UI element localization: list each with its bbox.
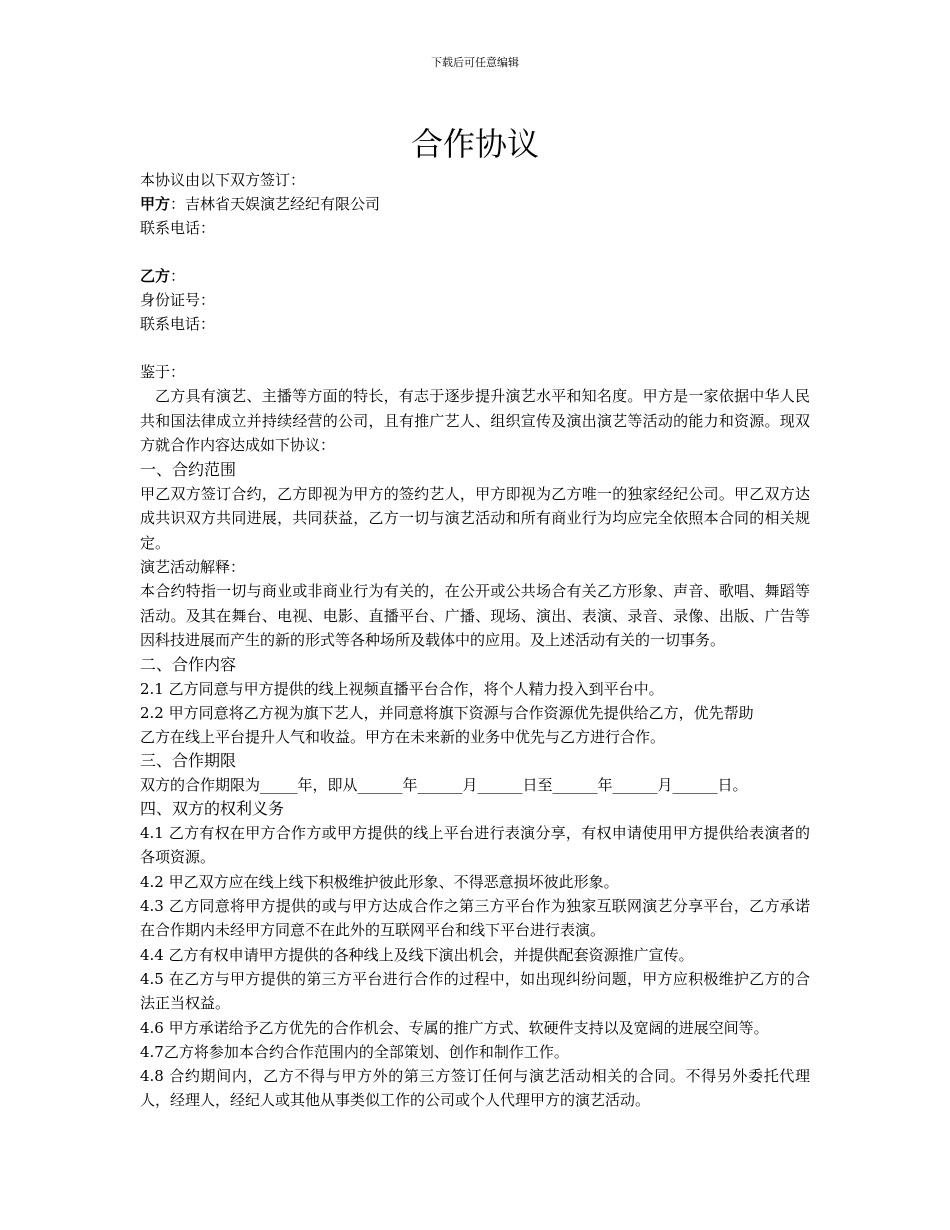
section-4-item-7: 4.7乙方将参加本合约合作范围内的全部策划、创作和制作工作。: [140, 1042, 569, 1061]
party-a-name: 吉林省天娱演艺经纪有限公司: [185, 195, 381, 213]
party-b-colon: ：: [170, 267, 186, 285]
whereas-paragraph: 乙方具有演艺、主播等方面的特长，有志于逐步提升演艺水平和知名度。甲方是一家依据中华人民共和国法律成立并持续经营的公司，且有推广艺人、组织宣传及演出演艺等活动的能力和资源。现双方就合作内容达成如下协议：: [140, 387, 810, 454]
party-b-label: 乙方: [140, 267, 171, 285]
section-4-item-2: 4.2 甲乙双方应在线上线下积极维护彼此形象、不得恶意损坏彼此形象。: [140, 872, 619, 891]
document-body: [140, 168, 810, 1113]
intro-line: 本协议由以下双方签订：: [140, 171, 306, 189]
section-2-item-2-line-2: 乙方在线上平台提升人气和收益。甲方在未来新的业务中优先与乙方进行合作。: [140, 727, 666, 746]
spacer: [140, 240, 810, 264]
party-b-id-number: 身份证号：: [140, 291, 216, 309]
section-4-item-5: 4.5 在乙方与甲方提供的第三方平台进行合作的过程中，如出现纠纷问题，甲方应积极维护乙方的合法正当权益。: [140, 969, 810, 1012]
section-4-item-8: 4.8 合约期间内，乙方不得与甲方外的第三方签订任何与演艺活动相关的合同。不得另外委托代理人，经理人，经纪人或其他从事类似工作的公司或个人代理甲方的演艺活动。: [140, 1066, 810, 1109]
party-a-label: 甲方: [140, 195, 171, 213]
section-1-paragraph: 甲乙双方签订合约，乙方即视为甲方的签约艺人，甲方即视为乙方唯一的独家经纪公司。甲乙双方达成共识双方共同进展，共同获益，乙方一切与演艺活动和所有商业行为均应完全依照本合同的相关规定。: [140, 484, 810, 552]
party-b-line: [140, 264, 810, 288]
section-4-item-4: 4.4 乙方有权申请甲方提供的各种线上及线下演出机会，并提供配套资源推广宣传。: [140, 945, 694, 964]
section-4-item-1: 4.1 乙方有权在甲方合作方或甲方提供的线上平台进行表演分享，有权申请使用甲方提供给表演者的各项资源。: [140, 823, 810, 866]
section-1-heading: 一、合约范围: [140, 459, 237, 479]
section-2-item-1: 2.1 乙方同意与甲方提供的线上视频直播平台合作，将个人精力投入到平台中。: [140, 679, 664, 698]
section-4-item-6: 4.6 甲方承诺给予乙方优先的合作机会、专属的推广方式、软硬件支持以及宽阔的进展空间等。: [140, 1018, 769, 1037]
document-title: 合作协议: [410, 125, 539, 163]
section-1-subheading: 演艺活动解释：: [140, 558, 246, 576]
party-a-phone: 联系电话：: [140, 219, 216, 237]
section-2-heading: 二、合作内容: [140, 654, 237, 674]
whereas-label: 鉴于：: [140, 363, 186, 381]
section-3-heading: 三、合作期限: [140, 750, 237, 770]
party-a-colon: ：: [170, 195, 186, 213]
section-1-definition-paragraph: 本合约特指一切与商业或非商业行为有关的，在公开或公共场合有关乙方形象、声音、歌唱、舞蹈等活动。及其在舞台、电视、电影、直播平台、广播、现场、演出、表演、录音、录像、出版、广告等因科技进展而产生的新的形式等各种场所及载体中的应用。及上述活动有关的一切事务。: [140, 582, 810, 649]
section-3-term-line: 双方的合作期限为_____年，即从______年______月______日至______年______月______日。: [140, 775, 748, 794]
header-note: 下载后可任意编辑: [431, 56, 519, 69]
spacer: [140, 336, 810, 360]
party-b-phone: 联系电话：: [140, 315, 216, 333]
section-4-item-3: 4.3 乙方同意将甲方提供的或与甲方达成合作之第三方平台作为独家互联网演艺分享平台，乙方承诺在合作期内未经甲方同意不在此外的互联网平台和线下平台进行表演。: [140, 896, 810, 939]
party-a-line: [140, 192, 810, 216]
section-2-item-2-line-1: 2.2 甲方同意将乙方视为旗下艺人，并同意将旗下资源与合作资源优先提供给乙方，优先帮助: [140, 703, 754, 722]
section-4-heading: 四、双方的权利义务: [140, 798, 285, 818]
